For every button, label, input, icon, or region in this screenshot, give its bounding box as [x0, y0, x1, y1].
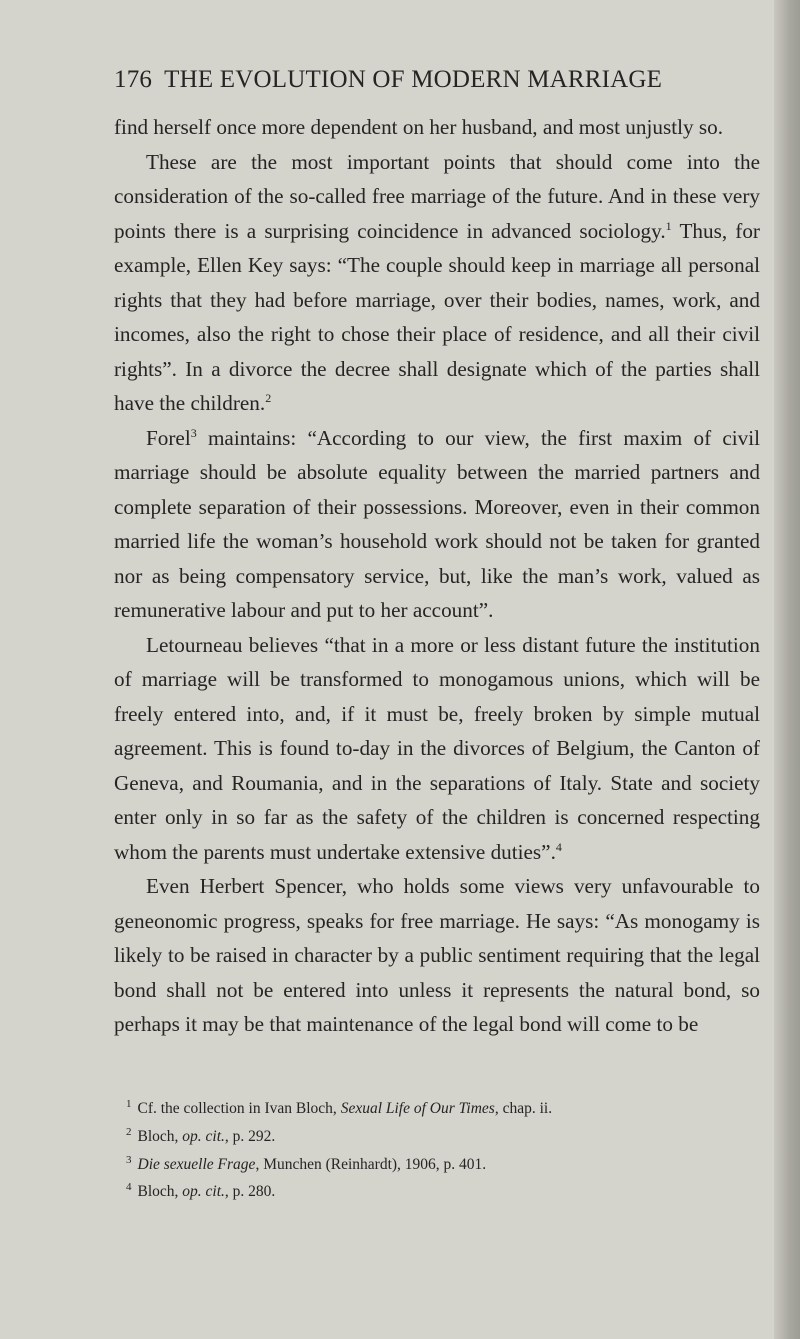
footnote-text: , Munchen (Reinhardt), 1906, p. 401.	[255, 1155, 487, 1173]
footnote-text: , chap. ii.	[494, 1100, 553, 1118]
footnotes	[126, 1093, 746, 1204]
footnote-title: op. cit.	[182, 1127, 225, 1145]
paragraph-2-text: These are the most important points that should come into the consideration of the so-called free marriage of the future. And in these very points there is a surprising coincidence in advanced sociology.	[114, 149, 760, 243]
paragraph-4-text: Letourneau believes “that in a more or less distant future the institution of marriage will be transformed to monogamous unions, which will be freely entered into, and, if it must be, freely broken by simple mutual agreement. This is found to-day in the divorces of Belgium, the Canton of Geneva, and Roumania, and in the separations of Italy. State and society enter only in so far as the safety of the children is concerned respecting whom the parents must undertake extensive duties”.	[114, 632, 760, 864]
footnote-mark: 4	[126, 1181, 132, 1194]
footnote-4	[126, 1176, 746, 1204]
footnote-1	[126, 1093, 746, 1121]
footnote-text: , p. 292.	[224, 1127, 276, 1145]
paragraph-3-continued: maintains: “According to our view, the first maxim of civil marriage should be absolute equality between the married partners and complete separation of their possessions. Moreover, even in their common married life the woman’s household work should not be taken for granted nor as being compensatory service, but, like the man’s work, valued as remunerative labour and put to her account”.	[114, 425, 761, 622]
footnote-mark: 2	[126, 1125, 132, 1138]
running-title: THE EVOLUTION OF MODERN MARRIAGE	[164, 66, 663, 93]
paragraph-3	[114, 421, 760, 628]
footnote-mark: 3	[126, 1153, 132, 1166]
running-head	[114, 66, 734, 94]
footnote-text: Cf. the collection in Ivan Bloch,	[137, 1100, 341, 1118]
footnote-text: , p. 280.	[224, 1183, 276, 1201]
footnote-title: op. cit.	[182, 1183, 225, 1201]
footnote-title: Die sexuelle Frage	[137, 1155, 256, 1173]
footnote-3	[126, 1149, 746, 1177]
footnote-mark: 1	[126, 1098, 132, 1110]
page-number: 176	[114, 66, 153, 93]
paragraph-1: find herself once more dependent on her husband, and most unjustly so.	[114, 115, 724, 139]
footnote-2	[126, 1121, 746, 1149]
footnote-text: Bloch,	[137, 1127, 183, 1145]
paragraph-4	[114, 628, 760, 870]
footnote-ref-3: 3	[190, 425, 197, 440]
footnote-ref-1: 1	[665, 218, 672, 233]
paragraph-2	[114, 145, 760, 421]
body-text	[114, 110, 760, 1042]
paragraph-5: Even Herbert Spencer, who holds some views very unfavourable to geneonomic progress, speaks for free marriage. He says: “As monogamy is likely to be raised in character by a public sentiment requiring that the legal bond shall not be entered into unless it represents the natural bond, so perhaps it may be that maintenance of the legal bond will come to be	[114, 874, 760, 1036]
page-edge-shadow	[774, 0, 800, 1339]
footnote-ref-2: 2	[265, 390, 272, 405]
paragraph-3-lead: Forel	[146, 425, 191, 450]
footnote-title: Sexual Life of Our Times	[340, 1100, 495, 1118]
footnote-ref-4: 4	[555, 839, 562, 854]
footnote-text: Bloch,	[137, 1183, 183, 1201]
paragraph-2-continued: Thus, for example, Ellen Key says: “The couple should keep in marriage all personal rights that they had before marriage, over their bodies, names, work, and incomes, also the right to chose their place of residence, and all their civil rights”. In a divorce the decree shall designate which of the parties shall have the children.	[114, 218, 760, 415]
